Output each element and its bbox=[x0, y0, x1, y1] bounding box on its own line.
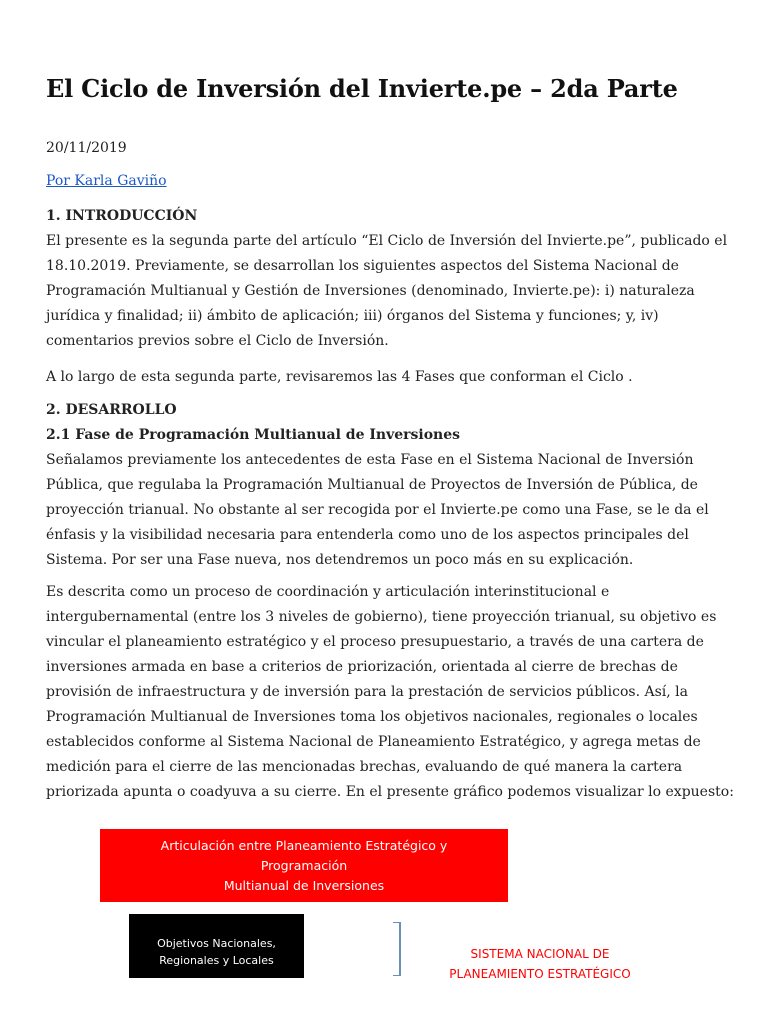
author-link[interactable]: Por Karla Gaviño bbox=[46, 173, 167, 189]
introduction-paragraph: El presente es la segunda parte del artículo “El Ciclo de Inversión del Invierte.pe”, publicado el 18.10.2019. Previamente, se desarrollan los siguientes aspectos del Sistema Nacional de Programación Multianual y Gestión de Inversiones (denominado, Invierte.pe): i) naturaleza jurídica y finalidad; ii) ámbito de aplicación; iii) órganos del Sistema y funciones; y, iv) comentarios previos sobre el Ciclo de Inversión. bbox=[46, 233, 728, 349]
planning-system-label bbox=[440, 944, 640, 984]
phase-paragraph-2-block bbox=[46, 580, 736, 805]
article-title: El Ciclo de Inversión del Invierte.pe – 2da Parte bbox=[46, 74, 678, 103]
planning-system-label-line-1: SISTEMA NACIONAL DE bbox=[470, 947, 610, 961]
articulation-banner bbox=[100, 829, 508, 902]
objectives-box-line-1: Objetivos Nacionales, bbox=[157, 937, 276, 950]
bracket-bottom bbox=[393, 975, 399, 976]
introduction-heading: 1. INTRODUCCIÓN bbox=[46, 208, 198, 224]
phase-paragraph-2: Es descrita como un proceso de coordinación y articulación interinstitucional e intergubernamental (entre los 3 niveles de gobierno), tiene proyección trianual, su objetivo es vincular el planeamiento estratégico y el proceso presupuestario, a través de una cartera de inversiones armada en base a criterios de priorización, orientada al cierre de brechas de provisión de infraestructura y de inversión para la prestación de servicios públicos. Así, la Programación Multianual de Inversiones toma los objetivos nacionales, regionales o locales establecidos conforme al Sistema Nacional de Planeamiento Estratégico, y agrega metas de medición para el cierre de las mencionadas brechas, evaluando de qué manera la cartera priorizada apunta o coadyuva a su cierre. En el presente gráfico podemos visualizar lo expuesto: bbox=[46, 584, 734, 800]
development-section bbox=[46, 398, 736, 573]
articulation-banner-line-1: Articulación entre Planeamiento Estratégico y Programación bbox=[160, 837, 448, 873]
objectives-box bbox=[129, 914, 304, 978]
phase-paragraph-1: Señalamos previamente los antecedentes de esta Fase en el Sistema Nacional de Inversión Pública, que regulaba la Programación Multianual de Proyectos de Inversión de Pública, de proyección trianual. No obstante al ser recogida por el Invierte.pe como una Fase, se le da el énfasis y la visibilidad necesaria para entenderla como uno de los aspectos principales del Sistema. Por ser una Fase nueva, nos detendremos un poco más en su explicación. bbox=[46, 452, 709, 568]
bracket-line bbox=[399, 922, 401, 976]
introduction-section bbox=[46, 204, 736, 354]
phase-heading: 2.1 Fase de Programación Multianual de Inversiones bbox=[46, 427, 460, 443]
bracket-top bbox=[393, 922, 399, 923]
objectives-box-line-2: Regionales y Locales bbox=[159, 954, 274, 967]
introduction-paragraph-2-block bbox=[46, 365, 736, 390]
planning-system-label-line-2: PLANEAMIENTO ESTRATÉGICO bbox=[449, 967, 631, 981]
development-heading: 2. DESARROLLO bbox=[46, 402, 177, 418]
articulation-banner-line-2: Multianual de Inversiones bbox=[223, 877, 385, 893]
article-date: 20/11/2019 bbox=[46, 140, 127, 156]
introduction-paragraph-2: A lo largo de esta segunda parte, revisaremos las 4 Fases que conforman el Ciclo . bbox=[46, 369, 633, 385]
